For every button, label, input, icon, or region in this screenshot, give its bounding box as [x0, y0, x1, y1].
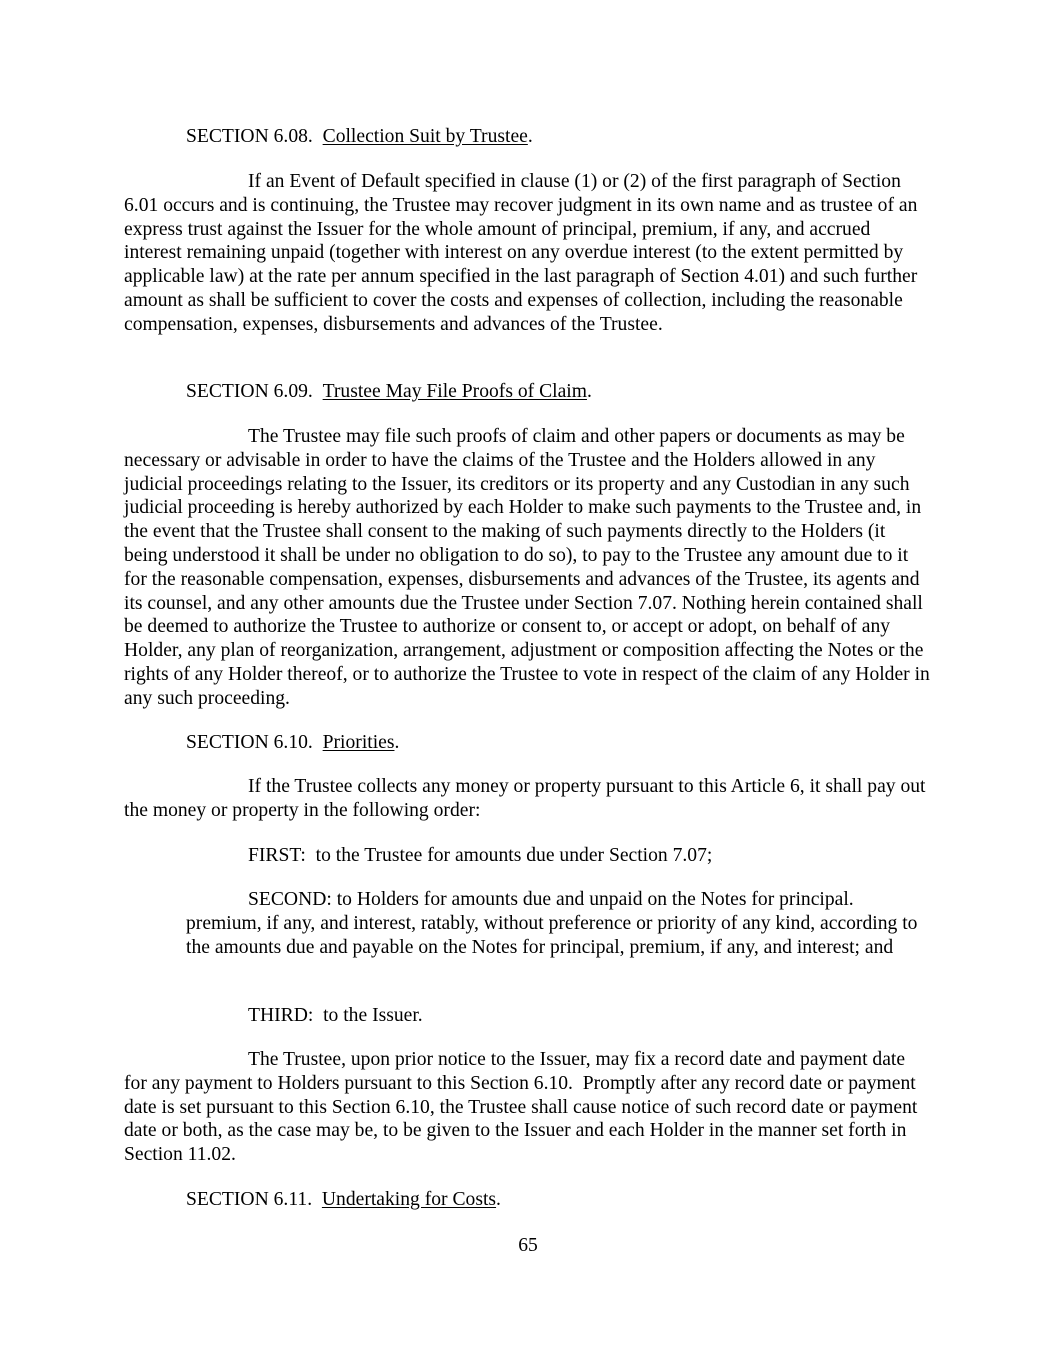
section-number: SECTION 6.09. [186, 381, 313, 402]
section-number: SECTION 6.08. [186, 126, 313, 147]
priority-second: SECOND: to Holders for amounts due and unpaid on the Notes for principal. premium, if any, and interest, ratably, without preference or priority of any kind, according to the amounts due and payable on the Notes for principal, premium, if any, and interest; and [186, 889, 918, 958]
document-page [124, 0, 932, 1365]
section-6-08-heading: SECTION 6.08. Collection Suit by Trustee. [186, 126, 533, 147]
section-number: SECTION 6.11. [186, 1189, 313, 1210]
section-title: Collection Suit by Trustee [322, 126, 528, 147]
priority-third: THIRD: to the Issuer. [248, 1005, 423, 1026]
priority-first: FIRST: to the Trustee for amounts due under Section 7.07; [248, 845, 713, 866]
section-6-10-closing: The Trustee, upon prior notice to the Issuer, may fix a record date and payment date for any payment to Holders pursuant to this Section 6.10. Promptly after any record date or payment date is set pursuant to this Section 6.10, the Trustee shall cause notice of such record date or payment date or both, as the case may be, to be given to the Issuer and each Holder in the manner set forth in Section 11.02. [124, 1049, 923, 1166]
section-6-10-intro: If the Trustee collects any money or property pursuant to this Article 6, it shall pay out the money or property in the following order: [124, 776, 926, 821]
section-title: Priorities [322, 732, 395, 753]
section-6-10-heading: SECTION 6.10. Priorities. [186, 732, 400, 753]
page-number: 65 [518, 1235, 538, 1256]
section-6-11-heading: SECTION 6.11. Undertaking for Costs. [186, 1189, 501, 1210]
section-title: Undertaking for Costs [321, 1189, 497, 1210]
section-6-09-body: The Trustee may file such proofs of claim and other papers or documents as may be necessary or advisable in order to have the claims of the Trustee and the Holders allowed in any judicial proceedings relating to the Issuer, its creditors or its property and any Custodian in any such judicial proceeding is hereby authorized by each Holder to make such payments to the Trustee and, in the event that the Trustee shall consent to the making of such payments directly to the Holders (it being understood it shall be under no obligation to do so), to pay to the Trustee any amount due to it for the reasonable compensation, expenses, disbursements and advances of the Trustee, its agents and its counsel, and any other amounts due the Trustee under Section 7.07. Nothing herein contained shall be deemed to authorize the Trustee to authorize or consent to, or accept or adopt, on behalf of any Holder, any plan of reorganization, arrangement, adjustment or composition affecting the Notes or the rights of any Holder thereof, or to authorize the Trustee to vote in respect of the claim of any Holder in any such proceeding. [124, 426, 930, 709]
section-title: Trustee May File Proofs of Claim [322, 381, 587, 402]
section-number: SECTION 6.10. [186, 732, 313, 753]
section-6-09-heading: SECTION 6.09. Trustee May File Proofs of Claim. [186, 381, 592, 402]
section-6-08-body: If an Event of Default specified in clause (1) or (2) of the first paragraph of Section 6.01 occurs and is continuing, the Trustee may recover judgment in its own name and as trustee of an express trust against the Issuer for the whole amount of principal, premium, if any, and accrued interest remaining unpaid (together with interest on any overdue interest (to the extent permitted by applicable law) at the rate per annum specified in the last paragraph of Section 4.01) and such further amount as shall be sufficient to cover the costs and expenses of collection, including the reasonable compensation, expenses, disbursements and advances of the Trustee. [124, 171, 918, 335]
